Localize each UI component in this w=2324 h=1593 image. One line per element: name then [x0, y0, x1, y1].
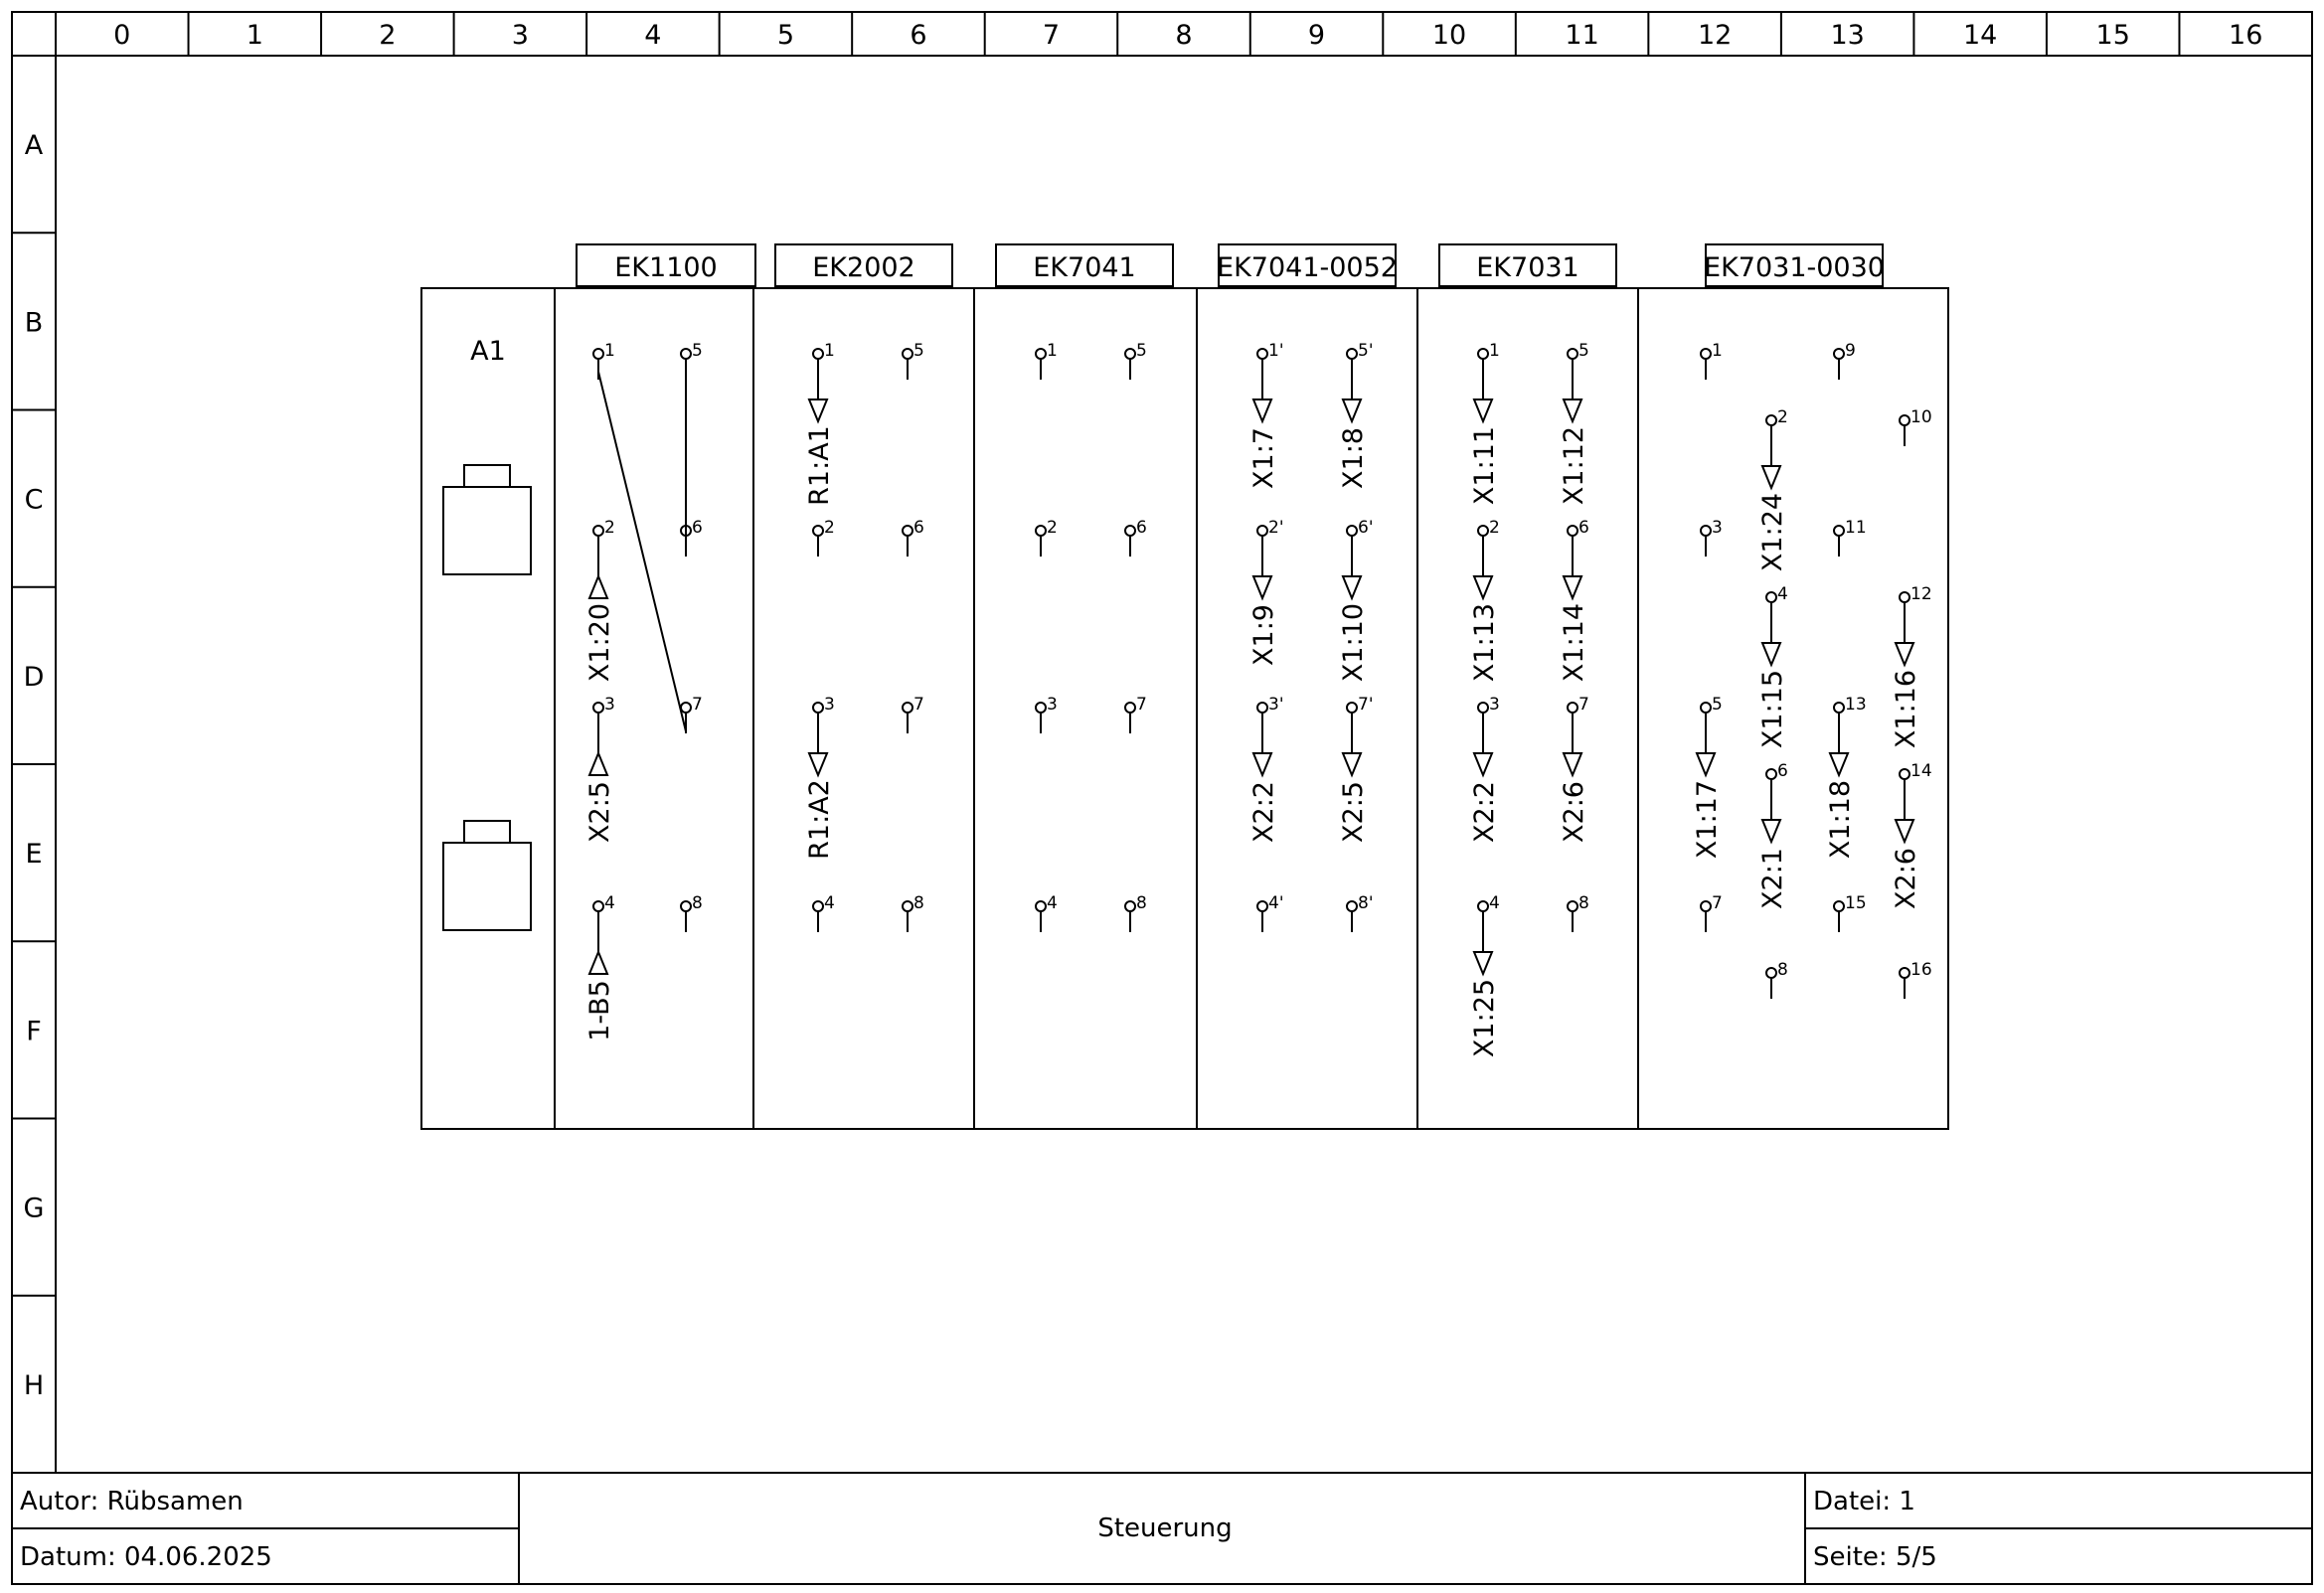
wire-connection: [584, 911, 615, 1041]
terminal-number: 4: [1047, 893, 1058, 913]
terminal-number: 8: [1136, 893, 1147, 913]
wire-target-label: X2:1: [1757, 848, 1788, 909]
terminal-number: 1': [1268, 341, 1284, 361]
terminal-1: [1701, 341, 1723, 380]
terminal-number: 7: [913, 695, 924, 715]
module-ek7041: [974, 244, 1197, 1129]
terminal-number: 8: [692, 893, 703, 913]
wire-target-label: X1:13: [1469, 602, 1500, 683]
terminal-1: [1036, 341, 1058, 380]
terminal-number: 6: [692, 518, 703, 538]
wire-connection: [1891, 779, 1921, 909]
terminal-4: [593, 893, 615, 932]
terminal-number: 1: [1047, 341, 1058, 361]
terminal-6: [1766, 761, 1788, 800]
wire-connection: [1757, 779, 1788, 909]
column-label-6: 6: [910, 20, 927, 51]
column-index-labels: [113, 12, 2262, 56]
column-label-5: 5: [776, 20, 795, 51]
terminal-5: [903, 341, 924, 380]
terminal-3: [593, 695, 615, 733]
wire-connection: [1338, 536, 1369, 682]
wire-connection: [1469, 713, 1500, 843]
column-label-2: 2: [379, 20, 397, 51]
terminal-number: 10: [1910, 407, 1932, 427]
terminal-16: [1900, 960, 1932, 999]
column-label-15: 15: [2095, 20, 2130, 51]
terminal-number: 5: [1578, 341, 1589, 361]
wire-connection: [1469, 911, 1500, 1057]
wire-connection: [1338, 713, 1369, 843]
wire-target-label: X1:18: [1825, 779, 1856, 860]
column-label-16: 16: [2229, 20, 2263, 51]
terminal-8: [1125, 893, 1147, 932]
terminal-6: [1125, 518, 1147, 557]
terminal-number: 11: [1845, 518, 1867, 538]
wire-target-label: R1:A1: [804, 425, 835, 506]
terminal-9: [1834, 341, 1856, 380]
wire-target-label: X1:8: [1338, 427, 1369, 489]
wire-target-label: X1:7: [1248, 427, 1279, 489]
terminal-number: 4': [1268, 893, 1284, 913]
terminal-6: [681, 518, 703, 557]
column-label-10: 10: [1431, 20, 1467, 51]
wire-target-label: X2:2: [1248, 781, 1279, 843]
connector-symbol: [443, 465, 531, 574]
terminal-number: 4: [1489, 893, 1500, 913]
module-label: EK7041: [1033, 252, 1136, 283]
terminal-3: [1036, 695, 1058, 733]
terminal-8p: [1347, 893, 1374, 932]
wire-connection: [1559, 713, 1589, 843]
module-label: EK7041-0052: [1217, 252, 1398, 283]
wire-target-label: X2:6: [1891, 848, 1921, 909]
column-label-13: 13: [1830, 20, 1865, 51]
terminal-number: 3': [1268, 695, 1284, 715]
assembly-label: A1: [470, 336, 506, 367]
wire-connection: [1248, 536, 1279, 666]
module-label: EK7031-0030: [1704, 252, 1885, 283]
drawing-frame: [12, 12, 2312, 1584]
wire-connection: [584, 536, 615, 682]
wire-target-label: X2:5: [584, 781, 615, 843]
terminal-7: [903, 695, 924, 733]
terminal-number: 5: [913, 341, 924, 361]
terminal-number: 1: [824, 341, 835, 361]
row-label-H: H: [23, 1369, 45, 1401]
page-field: Seite: 5/5: [1813, 1542, 1937, 1572]
column-label-4: 4: [644, 20, 662, 51]
terminal-4: [1036, 893, 1058, 932]
wire-target-label: X1:17: [1692, 779, 1723, 860]
terminal-number: 4: [824, 893, 835, 913]
terminal-number: 7: [692, 695, 703, 715]
terminal-number: 5: [692, 341, 703, 361]
terminal-5: [1701, 695, 1723, 733]
wire-connection: [1338, 359, 1369, 489]
assembly-a1: [421, 288, 555, 1129]
terminal-number: 12: [1910, 584, 1932, 604]
terminal-number: 3: [604, 695, 615, 715]
terminal-4p: [1257, 893, 1284, 932]
terminal-number: 7: [1136, 695, 1147, 715]
wire-connection: [584, 713, 615, 843]
terminal-number: 6': [1358, 518, 1374, 538]
terminal-11: [1834, 518, 1867, 557]
column-label-3: 3: [511, 20, 529, 51]
wire-connection: [1248, 359, 1279, 489]
author-field: Autor: Rübsamen: [20, 1487, 244, 1516]
terminal-number: 15: [1845, 893, 1867, 913]
module-ek7031: [1417, 244, 1638, 1129]
terminal-5: [1125, 341, 1147, 380]
terminal-1: [593, 341, 615, 380]
wire-connection: [804, 713, 835, 860]
row-label-B: B: [24, 307, 44, 339]
terminal-10: [1900, 407, 1932, 446]
terminal-5: [681, 341, 703, 380]
terminal-2: [593, 518, 615, 557]
terminal-4: [1766, 584, 1788, 623]
terminal-number: 8: [913, 893, 924, 913]
row-label-G: G: [23, 1193, 45, 1224]
module-label: EK1100: [614, 252, 718, 283]
terminal-1: [1478, 341, 1500, 380]
wire-connection: [1559, 359, 1589, 505]
wire-connection: [1891, 602, 1921, 748]
row-label-D: D: [23, 661, 45, 693]
wire-target-label: R1:A2: [804, 779, 835, 860]
terminal-8: [681, 893, 703, 932]
wire-connection: [1469, 359, 1500, 505]
terminal-8: [1766, 960, 1788, 999]
terminal-number: 2: [1777, 407, 1788, 427]
wire-target-label: X1:15: [1757, 669, 1788, 749]
terminal-2p: [1257, 518, 1284, 557]
wire-target-label: X1:16: [1891, 669, 1921, 749]
wire-target-label: X2:5: [1338, 781, 1369, 843]
terminal-number: 3: [1712, 518, 1723, 538]
terminal-number: 1: [1489, 341, 1500, 361]
terminal-number: 7: [1712, 893, 1723, 913]
terminal-number: 3: [824, 695, 835, 715]
module-ek2002: [753, 244, 974, 1129]
terminal-2: [1766, 407, 1788, 446]
wire-target-label: X1:25: [1469, 978, 1500, 1058]
terminal-6: [903, 518, 924, 557]
connector-symbol: [443, 821, 531, 930]
wire-connection: [804, 359, 835, 506]
wire-connection: [1757, 602, 1788, 748]
terminal-8: [903, 893, 924, 932]
date-field: Datum: 04.06.2025: [20, 1542, 272, 1572]
terminal-number: 13: [1845, 695, 1867, 715]
file-field: Datei: 1: [1813, 1487, 1915, 1516]
terminal-number: 6: [913, 518, 924, 538]
terminal-number: 2: [824, 518, 835, 538]
wire-target-label: X1:11: [1469, 425, 1500, 506]
drawing-title: Steuerung: [1097, 1513, 1233, 1543]
module-ek7031-0030: [1638, 244, 1948, 1129]
column-label-12: 12: [1697, 20, 1733, 51]
column-label-9: 9: [1307, 20, 1326, 51]
terminal-number: 6: [1136, 518, 1147, 538]
wire-connection: [1469, 536, 1500, 682]
wire-target-label: X2:6: [1559, 781, 1589, 843]
terminal-7p: [1347, 695, 1374, 733]
terminal-3: [1478, 695, 1500, 733]
wire-connection: [1757, 425, 1788, 571]
module-label: EK2002: [812, 252, 915, 283]
terminal-number: 8': [1358, 893, 1374, 913]
wire-target-label: X1:14: [1559, 602, 1589, 683]
column-label-11: 11: [1565, 20, 1599, 51]
column-label-8: 8: [1175, 20, 1193, 51]
row-label-A: A: [24, 130, 44, 162]
ethercat-terminal-modules: [555, 244, 1948, 1129]
terminal-7: [1125, 695, 1147, 733]
terminal-4: [1478, 893, 1500, 932]
terminal-2: [813, 518, 835, 557]
terminal-number: 14: [1910, 761, 1932, 781]
terminal-8: [1568, 893, 1589, 932]
terminal-number: 6: [1578, 518, 1589, 538]
terminal-3p: [1257, 695, 1284, 733]
terminal-number: 9: [1845, 341, 1856, 361]
wire-connection: [1692, 713, 1723, 859]
terminal-number: 5': [1358, 341, 1374, 361]
terminal-number: 4: [604, 893, 615, 913]
wire-target-label: X1:12: [1559, 425, 1589, 506]
wire-connection: [1248, 713, 1279, 843]
terminal-number: 4: [1777, 584, 1788, 604]
row-label-F: F: [26, 1016, 42, 1047]
terminal-number: 7': [1358, 695, 1374, 715]
terminal-1p: [1257, 341, 1284, 380]
terminal-number: 2': [1268, 518, 1284, 538]
terminal-number: 3: [1047, 695, 1058, 715]
terminal-5: [1568, 341, 1589, 380]
terminal-15: [1834, 893, 1867, 932]
terminal-number: 2: [604, 518, 615, 538]
wire-target-label: 1-B5: [584, 980, 615, 1041]
row-index-labels: [12, 130, 56, 1401]
wire-target-label: X1:24: [1757, 492, 1788, 572]
terminal-number: 5: [1712, 695, 1723, 715]
wire-connection: [1559, 536, 1589, 682]
terminal-number: 8: [1578, 893, 1589, 913]
column-label-1: 1: [246, 20, 263, 51]
module-ek7041-0052: [1197, 244, 1417, 1129]
terminal-6p: [1347, 518, 1374, 557]
wire-target-label: X1:20: [584, 602, 615, 683]
terminal-2: [1036, 518, 1058, 557]
wire-connection: [1825, 713, 1856, 859]
wire-target-label: X1:9: [1248, 604, 1279, 666]
terminal-number: 1: [1712, 341, 1723, 361]
module-label: EK7031: [1476, 252, 1579, 283]
column-label-0: 0: [113, 20, 131, 51]
module-ek1100: [555, 244, 755, 1129]
terminal-5p: [1347, 341, 1374, 380]
terminal-7: [1701, 893, 1723, 932]
row-label-C: C: [24, 484, 44, 516]
terminal-number: 6: [1777, 761, 1788, 781]
terminal-number: 7: [1578, 695, 1589, 715]
terminal-number: 1: [604, 341, 615, 361]
terminal-number: 8: [1777, 960, 1788, 980]
terminal-6: [1568, 518, 1589, 557]
column-label-7: 7: [1042, 20, 1061, 51]
terminal-7: [1568, 695, 1589, 733]
terminal-number: 16: [1910, 960, 1932, 980]
wire-target-label: X1:10: [1338, 602, 1369, 683]
terminal-number: 2: [1047, 518, 1058, 538]
terminal-number: 5: [1136, 341, 1147, 361]
terminal-3: [813, 695, 835, 733]
row-label-E: E: [25, 839, 43, 871]
column-label-14: 14: [1962, 20, 1998, 51]
terminal-1: [813, 341, 835, 380]
wire-target-label: X2:2: [1469, 781, 1500, 843]
terminal-2: [1478, 518, 1500, 557]
terminal-number: 3: [1489, 695, 1500, 715]
terminal-4: [813, 893, 835, 932]
terminal-number: 2: [1489, 518, 1500, 538]
terminal-3: [1701, 518, 1723, 557]
